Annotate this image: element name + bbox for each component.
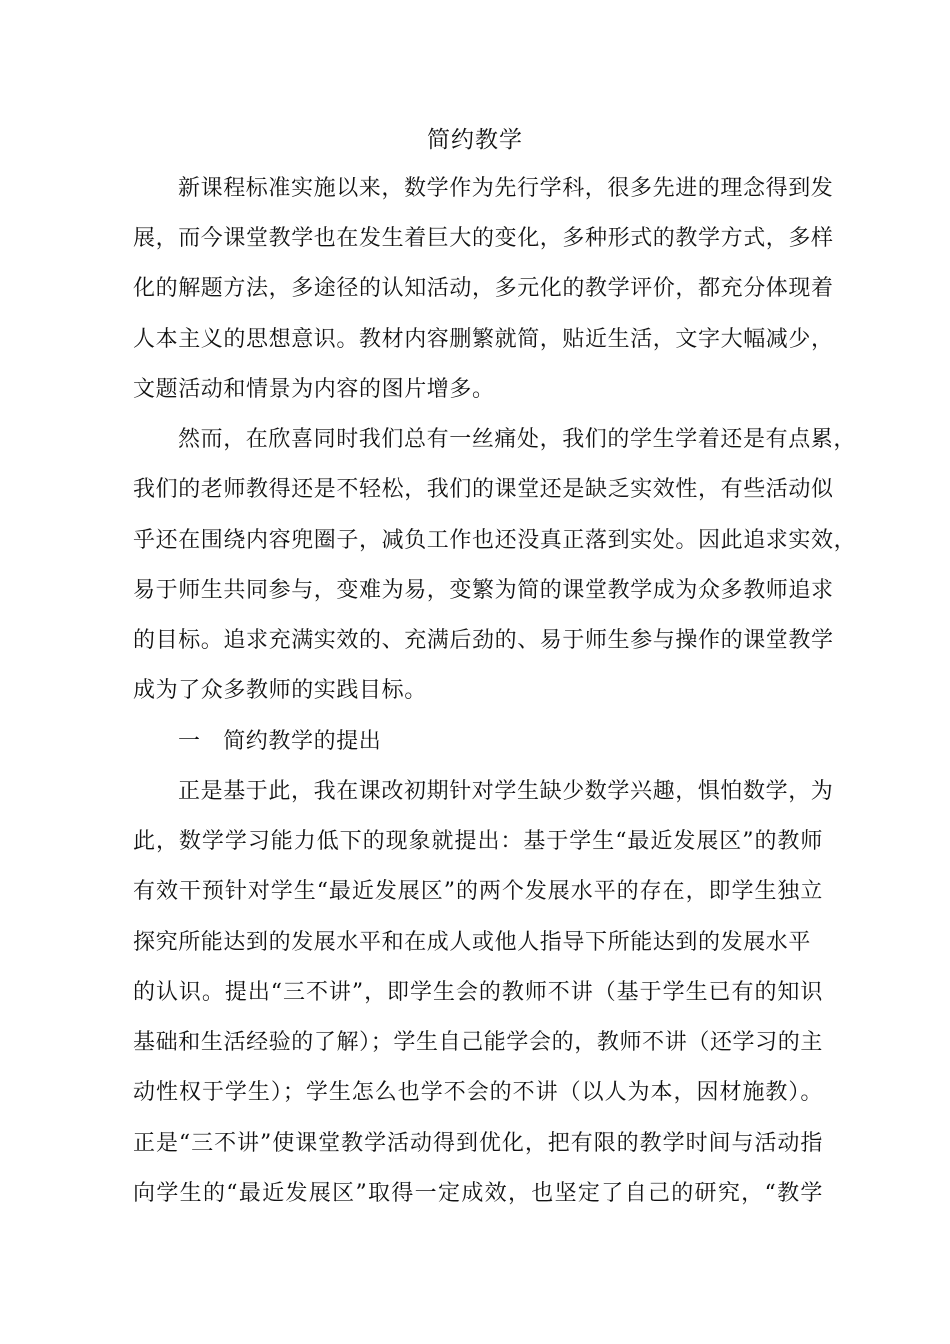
paragraph-line: 基础和生活经验的了解）；学生自己能学会的，教师不讲（还学习的主 bbox=[133, 1030, 823, 1055]
paragraph-line: 正是基于此，我在课改初期针对学生缺少数学兴趣，惧怕数学，为 bbox=[178, 779, 834, 804]
paragraph-line: 展，而今课堂教学也在发生着巨大的变化，多种形式的教学方式，多样 bbox=[133, 226, 834, 251]
paragraph-line: 正是“三不讲”使课堂教学活动得到优化，把有限的教学时间与活动指 bbox=[133, 1131, 823, 1156]
document-title: 简约教学 bbox=[427, 127, 523, 153]
paragraph-line: 有效干预针对学生“最近发展区”的两个发展水平的存在，即学生独立 bbox=[133, 879, 823, 904]
paragraph-line: 然而，在欣喜同时我们总有一丝痛处，我们的学生学着还是有点累， bbox=[178, 427, 857, 452]
paragraph-line: 新课程标准实施以来，数学作为先行学科，很多先进的理念得到发 bbox=[178, 176, 834, 201]
paragraph-line: 易于师生共同参与，变难为易，变繁为简的课堂教学成为众多教师追求 bbox=[133, 578, 834, 603]
paragraph-line: 人本主义的思想意识。教材内容删繁就简，贴近生活，文字大幅减少， bbox=[133, 327, 834, 352]
paragraph-line: 向学生的“最近发展区”取得一定成效，也坚定了自己的研究，“教学 bbox=[133, 1181, 823, 1206]
paragraph-line: 我们的老师教得还是不轻松，我们的课堂还是缺乏实效性，有些活动似 bbox=[133, 477, 834, 502]
paragraph-line: 探究所能达到的发展水平和在成人或他人指导下所能达到的发展水平 bbox=[133, 930, 812, 955]
paragraph-line: 化的解题方法，多途径的认知活动，多元化的教学评价，都充分体现着 bbox=[133, 276, 834, 301]
paragraph-line: 成为了众多教师的实践目标。 bbox=[133, 678, 427, 703]
paragraph-line: 文题活动和情景为内容的图片增多。 bbox=[133, 377, 495, 402]
paragraph-line: 的认识。提出“三不讲”，即学生会的教师不讲（基于学生已有的知识 bbox=[133, 980, 823, 1005]
paragraph-line: 乎还在围绕内容兜圈子，减负工作也还没真正落到实处。因此追求实效， bbox=[133, 528, 857, 553]
paragraph-line: 的目标。追求充满实效的、充满后劲的、易于师生参与操作的课堂教学 bbox=[133, 628, 834, 653]
section-heading: 一 简约教学的提出 bbox=[178, 729, 382, 754]
paragraph-line: 此，数学学习能力低下的现象就提出：基于学生“最近发展区”的教师 bbox=[133, 829, 823, 854]
paragraph-line: 动性权于学生）；学生怎么也学不会的不讲（以人为本，因材施教）。 bbox=[133, 1080, 823, 1105]
